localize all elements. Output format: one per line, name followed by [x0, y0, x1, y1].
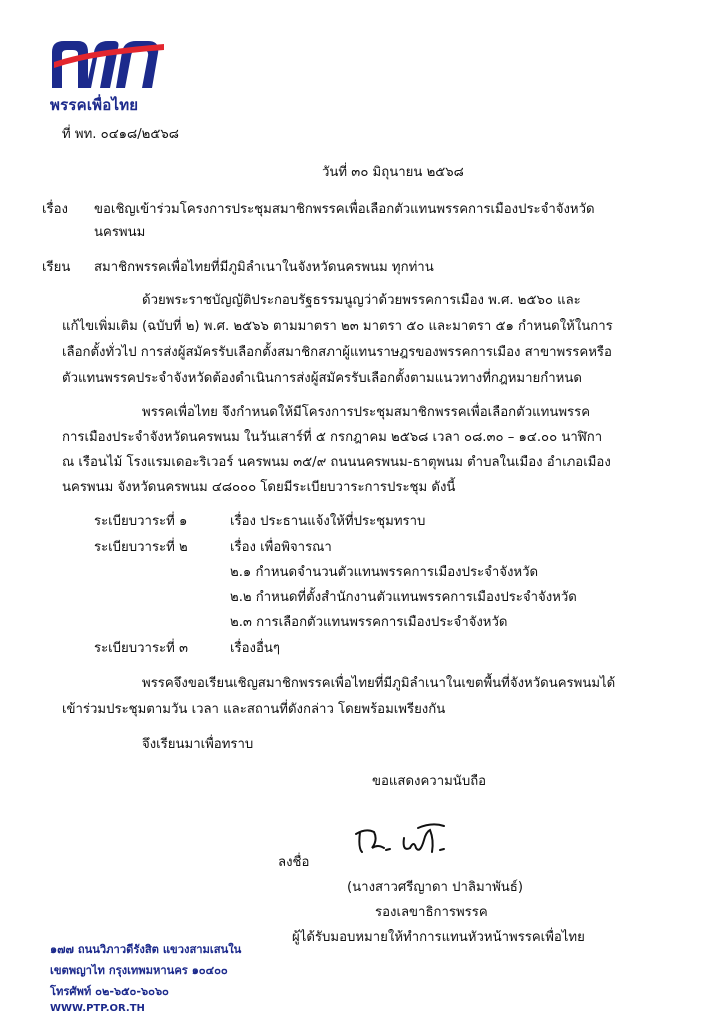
footer-phone: โทรศัพท์ ๐๒-๖๕๐-๖๐๖๐ — [50, 985, 169, 998]
agenda-subitem: ๒.๑ กำหนดจำนวนตัวแทนพรรคการเมืองประจำจังหวัด — [230, 565, 539, 580]
signer-name: (นางสาวศรีญาดา ปาลิมาพันธ์) — [347, 880, 523, 895]
agenda-item-1-text: เรื่อง ประธานแจ้งให้ที่ประชุมทราบ — [230, 514, 426, 529]
subject-line-1: ขอเชิญเข้าร่วมโครงการประชุมสมาชิกพรรคเพื่อเลือกตัวแทนพรรคการเมืองประจำจังหวัด — [94, 202, 595, 217]
subject-label: เรื่อง — [42, 202, 68, 217]
agenda-item-3-label: ระเบียบวาระที่ ๓ — [94, 641, 189, 656]
agenda-item-2-text: เรื่อง เพื่อพิจารณา — [230, 540, 332, 555]
para2-line: การเมืองประจำจังหวัดนครพนม ในวันเสาร์ที่ ๕ กรกฎาคม ๒๕๖๘ เวลา ๐๘.๓๐ – ๑๔.๐๐ นาฬิกา — [62, 430, 603, 445]
para3-line: พรรคจึงขอเรียนเชิญสมาชิกพรรคเพื่อไทยที่มีภูมิลำเนาในเขตพื้นที่จังหวัดนครพนมได้ — [142, 676, 616, 691]
signer-authority: ผู้ได้รับมอบหมายให้ทำการแทนหัวหน้าพรรคเพื่อไทย — [292, 930, 585, 945]
para3-line: เข้าร่วมประชุมตามวัน เวลา และสถานที่ดังกล่าว โดยพร้อมเพรียงกัน — [62, 702, 446, 717]
para1-line: ตัวแทนพรรคประจำจังหวัดต้องดำเนินการส่งผู้สมัครรับเลือกตั้งตามแนวทางที่กฎหมายกำหนด — [62, 371, 582, 386]
footer-address-2: เขตพญาไท กรุงเทพมหานคร ๑๐๔๐๐ — [50, 964, 228, 977]
footer-website: WWW.PTP.OR.TH — [50, 1003, 145, 1014]
signer-position: รองเลขาธิการพรรค — [375, 905, 488, 920]
agenda-item-3-text: เรื่องอื่นๆ — [230, 641, 280, 656]
agenda-subitem: ๒.๓ การเลือกตัวแทนพรรคการเมืองประจำจังหวัด — [230, 615, 508, 630]
para1-line: ด้วยพระราชบัญญัติประกอบรัฐธรรมนูญว่าด้วยพรรคการเมือง พ.ศ. ๒๕๖๐ และ — [142, 293, 581, 308]
recipient-label: เรียน — [42, 260, 71, 275]
para1-line: เลือกตั้งทั่วไป การส่งผู้สมัครรับเลือกตั้งสมาชิกสภาผู้แทนราษฎรของพรรคการเมือง สาขาพรรคหรือ — [62, 345, 612, 360]
party-logo-text: พรรคเพื่อไทย — [50, 96, 139, 114]
closing-line: จึงเรียนมาเพื่อทราบ — [142, 737, 254, 752]
agenda-item-1-label: ระเบียบวาระที่ ๑ — [94, 514, 188, 529]
para2-line: พรรคเพื่อไทย จึงกำหนดให้มีโครงการประชุมสมาชิกพรรคเพื่อเลือกตัวแทนพรรค — [142, 405, 591, 420]
subject-line-2: นครพนม — [94, 225, 146, 240]
para2-line: นครพนม จังหวัดนครพนม ๔๘๐๐๐ โดยมีระเบียบวาระการประชุม ดังนี้ — [62, 480, 456, 495]
recipient-text: สมาชิกพรรคเพื่อไทยที่มีภูมิลำเนาในจังหวัดนครพนม ทุกท่าน — [94, 260, 434, 275]
sign-label: ลงชื่อ — [278, 855, 310, 870]
document-date: วันที่ ๓๐ มิถุนายน ๒๕๖๘ — [322, 165, 464, 180]
regards-text: ขอแสดงความนับถือ — [372, 774, 487, 789]
document-number: ที่ พท. ๐๔๑๘/๒๕๖๘ — [62, 127, 179, 142]
para1-line: แก้ไขเพิ่มเติม (ฉบับที่ ๒) พ.ศ. ๒๕๖๖ ตามมาตรา ๒๓ มาตรา ๕๐ และมาตรา ๕๑ กำหนดให้ในการ — [62, 319, 613, 334]
para2-line: ณ เรือนไม้ โรงแรมเดอะริเวอร์ นครพนม ๓๕/๙ ถนนนครพนม-ธาตุพนม ตำบลในเมือง อำเภอเมือง — [62, 455, 611, 470]
agenda-subitem: ๒.๒ กำหนดที่ตั้งสำนักงานตัวแทนพรรคการเมืองประจำจังหวัด — [230, 590, 577, 605]
party-logo-mark — [48, 38, 166, 90]
footer-address-1: ๑๗๗ ถนนวิภาวดีรังสิต แขวงสามเสนใน — [50, 943, 242, 956]
handwritten-signature — [352, 818, 488, 860]
agenda-item-2-label: ระเบียบวาระที่ ๒ — [94, 540, 188, 555]
